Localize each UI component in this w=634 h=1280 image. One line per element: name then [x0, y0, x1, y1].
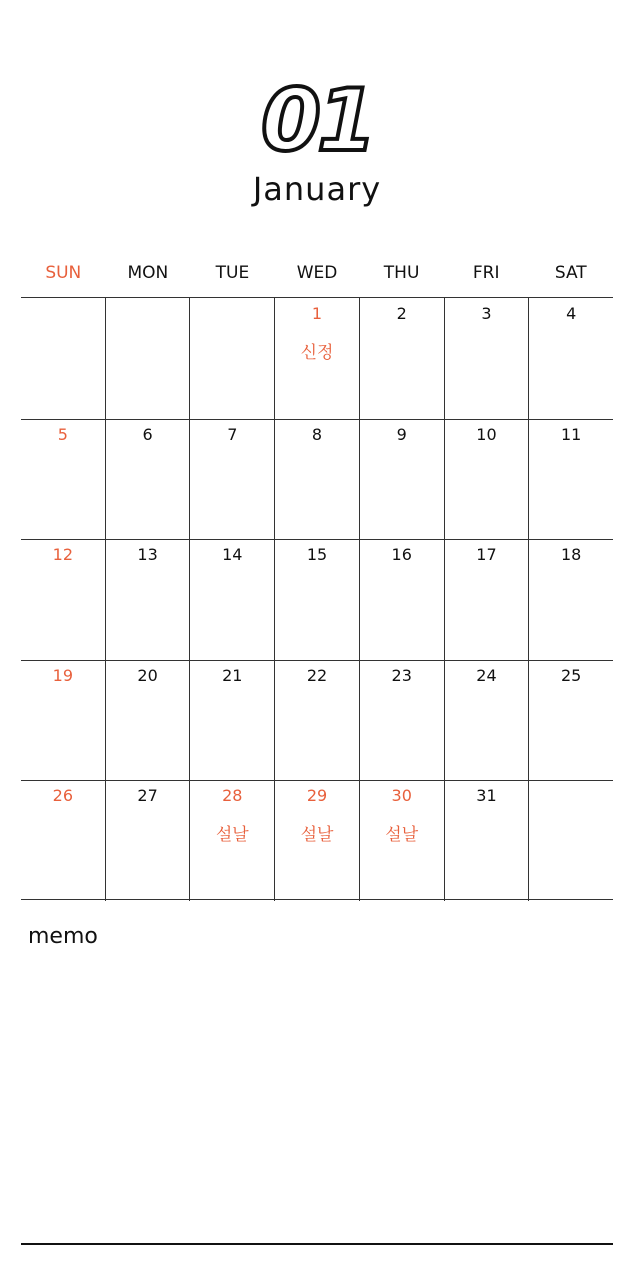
weekday-mon: MON [127, 263, 169, 283]
day-number: 15 [306, 545, 328, 565]
day-cell-31 [445, 780, 530, 901]
day-number: 4 [566, 304, 577, 323]
day-cell-13 [106, 539, 191, 660]
day-cell-24 [445, 660, 530, 781]
day-cell-19 [21, 660, 106, 781]
day-number: 30 [391, 786, 412, 806]
memo-bottom-line [21, 1243, 613, 1245]
day-cell-2 [360, 298, 445, 419]
calendar-grid [21, 297, 613, 900]
weekday-sun: SUN [45, 263, 82, 283]
calendar-week-row [21, 539, 613, 660]
day-number: 9 [396, 424, 407, 444]
weekday-header-row [21, 258, 613, 288]
day-cell-4 [529, 298, 613, 419]
day-number: 16 [391, 545, 412, 565]
day-cell-21 [190, 660, 275, 781]
day-number: 20 [137, 665, 158, 685]
memo-label: memo [28, 924, 98, 949]
day-cell-15 [275, 539, 360, 660]
holiday-label: 설날 [215, 825, 249, 846]
day-number: 25 [560, 665, 582, 685]
day-cell-20 [106, 660, 191, 781]
day-cell-empty [190, 298, 275, 419]
day-cell-25 [529, 660, 613, 781]
day-number: 27 [137, 786, 158, 806]
day-cell-29 [275, 780, 360, 901]
day-cell-14 [190, 539, 275, 660]
calendar-week-row [21, 419, 613, 540]
holiday-label: 설날 [385, 825, 419, 846]
day-cell-23 [360, 660, 445, 781]
day-number: 31 [476, 786, 497, 806]
day-number: 28 [222, 786, 243, 806]
weekday-tue: TUE [215, 263, 250, 283]
holiday-label: 설날 [300, 825, 334, 846]
day-number: 10 [476, 424, 497, 444]
day-cell-6 [106, 419, 191, 540]
day-number: 24 [476, 665, 497, 685]
day-cell-7 [190, 419, 275, 540]
day-cell-18 [529, 539, 613, 660]
day-number: 12 [52, 545, 74, 565]
day-number: 29 [306, 786, 328, 806]
day-number: 7 [227, 424, 238, 444]
day-number: 6 [142, 424, 153, 444]
weekday-thu: THU [383, 263, 420, 283]
day-number: 14 [222, 545, 243, 565]
day-number: 26 [52, 786, 74, 806]
day-number: 23 [391, 665, 412, 685]
day-cell-8 [275, 419, 360, 540]
day-number: 22 [306, 665, 328, 685]
day-cell-5 [21, 419, 106, 540]
day-cell-11 [529, 419, 613, 540]
day-number: 18 [560, 545, 582, 565]
day-number: 3 [481, 304, 492, 323]
day-cell-1 [275, 298, 360, 419]
holiday-label: 신정 [300, 343, 334, 363]
day-cell-26 [21, 780, 106, 901]
day-cell-28 [190, 780, 275, 901]
calendar-week-row [21, 780, 613, 901]
weekday-sat: SAT [554, 263, 587, 283]
day-cell-empty [21, 298, 106, 419]
day-cell-22 [275, 660, 360, 781]
day-number: 17 [476, 545, 497, 565]
weekday-wed: WED [296, 263, 338, 283]
day-cell-3 [445, 298, 530, 419]
day-cell-empty [106, 298, 191, 419]
day-number: 2 [396, 304, 407, 323]
day-cell-empty [529, 780, 613, 901]
calendar-week-row [21, 298, 613, 419]
day-number: 5 [57, 424, 68, 444]
weekday-fri: FRI [472, 263, 500, 283]
day-cell-17 [445, 539, 530, 660]
day-number: 13 [137, 545, 158, 565]
day-cell-12 [21, 539, 106, 660]
calendar-week-row [21, 660, 613, 781]
day-cell-9 [360, 419, 445, 540]
day-number: 8 [311, 424, 323, 444]
month-number: 01 [261, 71, 373, 171]
month-name: January [252, 170, 382, 208]
day-cell-30 [360, 780, 445, 901]
day-cell-10 [445, 419, 530, 540]
day-number: 1 [311, 304, 323, 323]
day-number: 11 [560, 424, 582, 444]
day-cell-16 [360, 539, 445, 660]
day-number: 19 [52, 665, 74, 685]
day-cell-27 [106, 780, 191, 901]
day-number: 21 [222, 665, 243, 685]
